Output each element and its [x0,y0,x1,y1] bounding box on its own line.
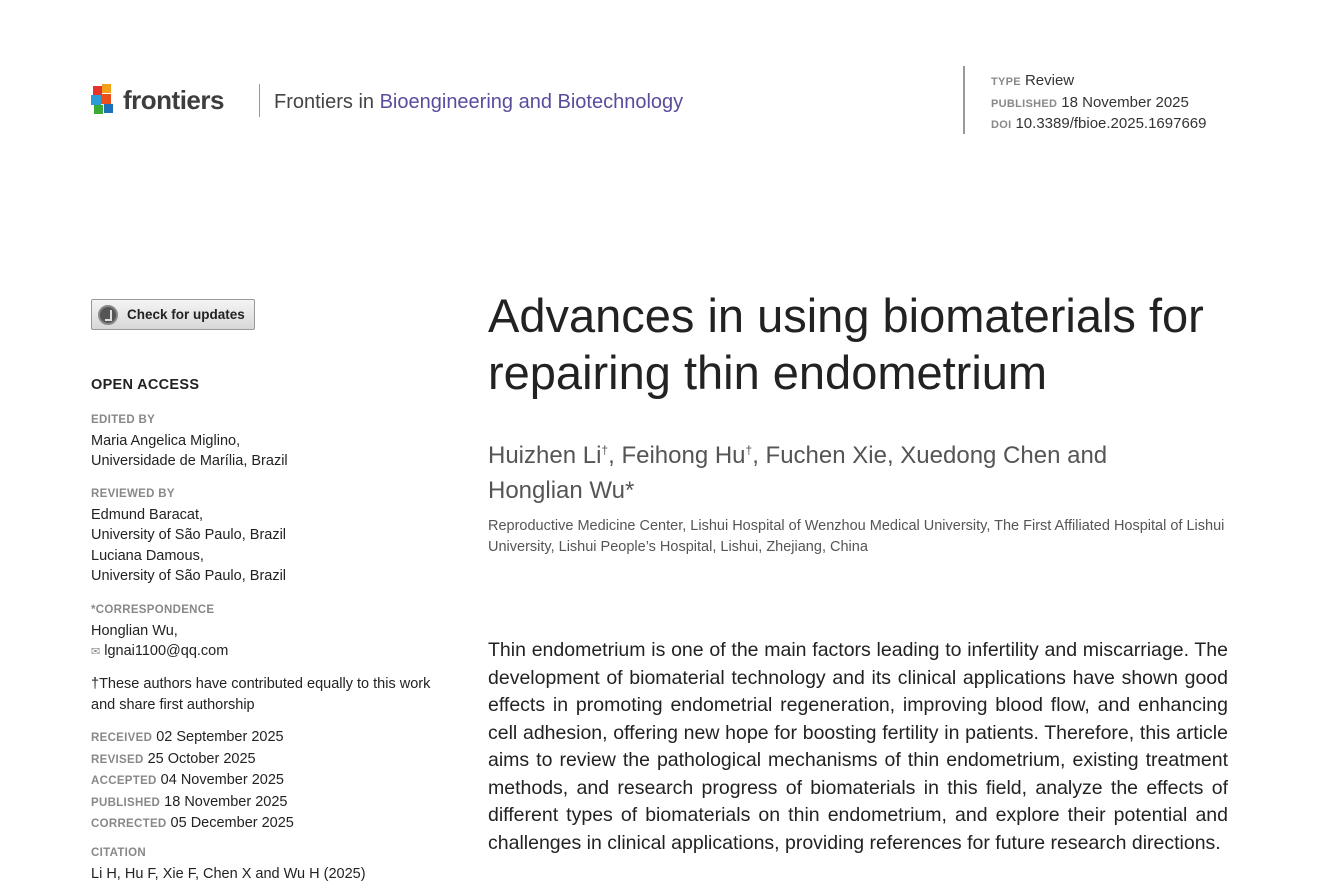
article-meta [991,71,1206,136]
journal-prefix: Frontiers in [274,91,374,113]
citation-label: CITATION [91,843,366,864]
frontiers-logo-icon [91,84,117,116]
equal-contribution-note: †These authors have contributed equally to this work and share first authorship [91,674,441,715]
correspondence-name: Honglian Wu, [91,621,228,642]
author-name[interactable]: Honglian Wu* [488,477,634,504]
doi-label: DOI [991,119,1011,131]
journal-title: Bioengineering and Biotechnology [380,91,684,113]
received-date: 02 September 2025 [156,729,283,745]
reviewer-affiliation: University of São Paulo, Brazil [91,525,286,546]
frontiers-logo-text: frontiers [123,85,224,116]
corrected-date: 05 December 2025 [171,815,294,831]
author-mark: † [746,443,753,457]
header-divider [259,84,260,117]
doi-link[interactable]: 10.3389/fbioe.2025.1697669 [1015,115,1206,132]
corrected-label: CORRECTED [91,818,167,830]
check-updates-icon [98,305,118,325]
mail-icon: ✉ [91,646,100,658]
accepted-date: 04 November 2025 [161,772,284,788]
correspondence-section [91,600,228,663]
revised-label: REVISED [91,754,144,766]
edited-by-label: EDITED BY [91,410,288,431]
meta-divider [963,66,965,134]
reviewer-affiliation: University of São Paulo, Brazil [91,566,286,587]
open-access-label: OPEN ACCESS [91,377,199,393]
reviewed-by-section [91,484,286,587]
author-list [488,433,1228,508]
article-title: Advances in using biomaterials for repairing thin endometrium [488,287,1248,401]
frontiers-logo[interactable] [91,84,224,116]
reviewer-name: Edmund Baracat, [91,505,286,526]
author-separator: , [608,442,621,469]
correspondence-label: *CORRESPONDENCE [91,600,228,621]
citation-text: Li H, Hu F, Xie F, Chen X and Wu H (2025) [91,864,366,884]
accepted-label: ACCEPTED [91,775,157,787]
edited-by-section [91,410,288,472]
check-for-updates-button[interactable] [91,299,255,330]
editor-name: Maria Angelica Miglino, [91,431,288,452]
check-updates-label: Check for updates [127,307,245,322]
dates-section [91,727,294,835]
journal-name[interactable] [274,91,683,114]
reviewer-name: Luciana Damous, [91,546,286,567]
received-label: RECEIVED [91,732,152,744]
published-label: PUBLISHED [91,797,160,809]
editor-affiliation: Universidade de Marília, Brazil [91,451,288,472]
author-mark: † [601,443,608,457]
affiliation: Reproductive Medicine Center, Lishui Hospital of Wenzhou Medical University, The First Affiliated Hospital of Lishui University, Lishui People’s Hospital, Lishui, Zhejiang, China [488,516,1228,557]
author-name[interactable]: Feihong Hu [621,442,745,469]
abstract: Thin endometrium is one of the main factors leading to infertility and miscarriage. The development of biomaterial technology and its clinical applications have shown good effects in promoting endometrial regeneration, improving blood flow, and enhancing cell adhesion, offering new hope for boosting fertility in patients. Therefore, this article aims to review the pathological mechanisms of thin endometrium, existing treatment methods, and research progress of biomaterials in this field, analyze the effects of different types of biomaterials on thin endometrium, and explore their potential and challenges in clinical applications, providing references for future research directions. [488,637,1228,857]
author-separator: , [752,442,765,469]
type-value: Review [1025,72,1074,89]
author-separator: , [887,442,900,469]
published-label: PUBLISHED [991,98,1057,110]
author-separator: and [1060,442,1107,469]
published-value: 18 November 2025 [1061,94,1189,111]
author-name[interactable]: Fuchen Xie [766,442,887,469]
correspondence-email[interactable]: lgnai1100@qq.com [104,643,228,659]
revised-date: 25 October 2025 [148,751,256,767]
published-date: 18 November 2025 [164,794,287,810]
reviewed-by-label: REVIEWED BY [91,484,286,505]
author-name[interactable]: Huizhen Li [488,442,601,469]
author-name[interactable]: Xuedong Chen [900,442,1060,469]
type-label: TYPE [991,76,1021,88]
citation-section [91,843,366,884]
